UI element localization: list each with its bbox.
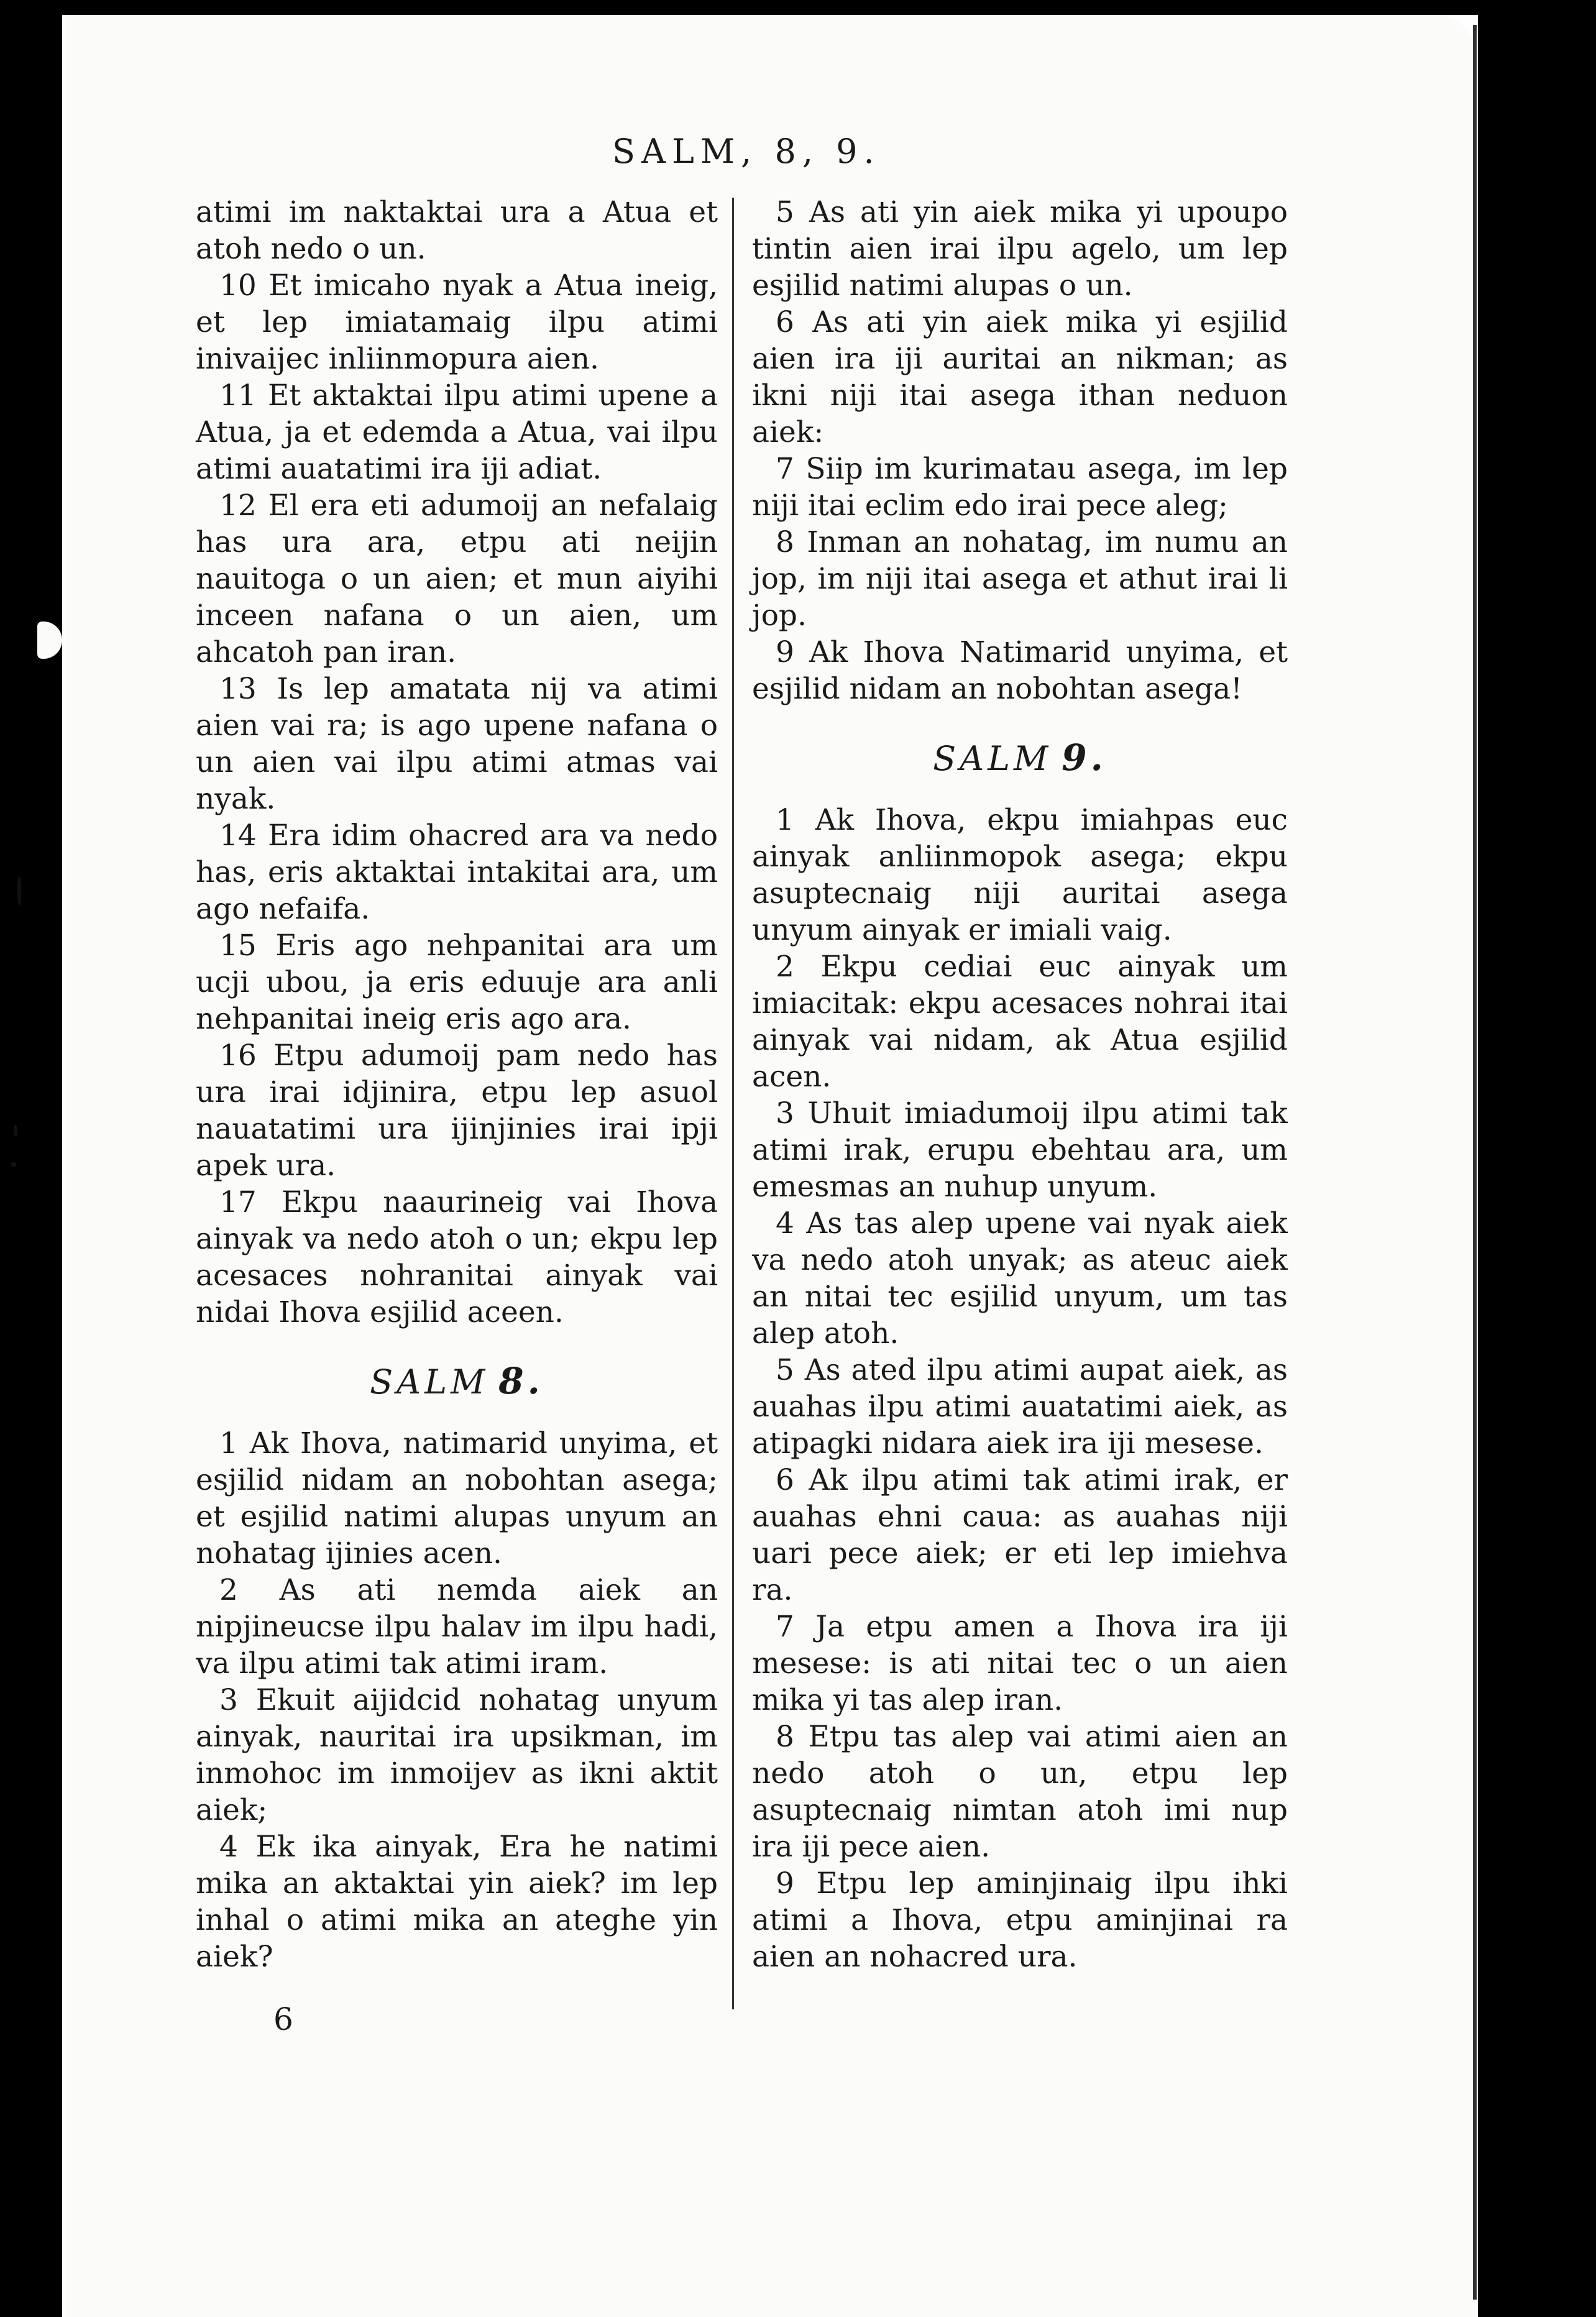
section-heading-salm-9	[752, 736, 1288, 779]
verse: 2 As ati nemda aiek an nipjineucse ilpu halav im ilpu hadi, va ilpu atimi tak atimi iram.	[196, 1573, 718, 1681]
section-heading-salm-8	[196, 1360, 718, 1402]
verse: 8 Inman an nohatag, im numu an jop, im niji itai asega et athut irai li jop.	[752, 525, 1288, 633]
section-heading-title: SALM	[370, 1362, 489, 1402]
verse: 9 Ak Ihova Natimarid unyima, et esjilid nidam an nobohtan asega!	[752, 635, 1288, 706]
verse: 14 Era idim ohacred ara va nedo has, eris aktaktai intakitai ara, um ago nefaifa.	[196, 819, 718, 926]
verse: 3 Ekuit aijidcid nohatag unyum ainyak, nauritai ira upsikman, im inmohoc im inmoijev as ikni aktit aiek;	[196, 1683, 718, 1827]
verse: 6 As ati yin aiek mika yi esjilid aien ira iji auritai an nikman; as ikni niji itai asega ithan neduon aiek:	[752, 305, 1288, 449]
section-heading-number: 8.	[498, 1360, 544, 1402]
verse: 3 Uhuit imiadumoij ilpu atimi tak atimi irak, erupu ebehtau ara, um emesmas an nuhup unyum.	[752, 1096, 1288, 1204]
verse: 10 Et imicaho nyak a Atua ineig, et lep imiatamaig ilpu atimi inivaijec inliinmopura aien.	[196, 268, 718, 376]
scan-border-left	[0, 0, 62, 2317]
scan-border-right	[1478, 0, 1596, 2317]
verse: 17 Ekpu naaurineig vai Ihova ainyak va nedo atoh o un; ekpu lep acesaces nohranitai ainyak vai nidai Ihova esjilid aceen.	[196, 1185, 718, 1329]
verse: atimi im naktaktai ura a Atua et atoh nedo o un.	[196, 195, 718, 266]
section-heading-title: SALM	[933, 739, 1052, 778]
verse: 2 Ekpu cediai euc ainyak um imiacitak: ekpu acesaces nohrai itai ainyak vai nidam, ak Atua esjilid acen.	[752, 950, 1288, 1094]
verse: 9 Etpu lep aminjinaig ilpu ihki atimi a Ihova, etpu aminjinai ra aien an nohacred ura.	[752, 1866, 1288, 1974]
margin-mark	[11, 1162, 16, 1167]
verse: 16 Etpu adumoij pam nedo has ura irai idjinira, etpu lep asuol nauatatimi ura ijinjinies irai ipji apek ura.	[196, 1039, 718, 1183]
margin-mark	[14, 1125, 17, 1136]
right-column	[752, 194, 1288, 1975]
verse: 7 Siip im kurimatau asega, im lep niji itai eclim edo irai pece aleg;	[752, 452, 1288, 523]
verse: 13 Is lep amatata nij va atimi aien vai ra; is ago upene nafana o un aien vai ilpu atimi atmas vai nyak.	[196, 672, 718, 816]
verse: 8 Etpu tas alep vai atimi aien an nedo atoh o un, etpu lep asuptecnaig nimtan atoh imi nup ira iji pece aien.	[752, 1720, 1288, 1864]
page-header: SALM, 8, 9.	[612, 132, 881, 171]
column-divider	[732, 198, 734, 2009]
left-column	[196, 194, 718, 1975]
verse: 12 El era eti adumoij an nefalaig has ura ara, etpu ati neijin nauitoga o un aien; et mun aiyihi inceen nafana o un aien, um ahcatoh pan iran.	[196, 489, 718, 669]
page-number: 6	[273, 2001, 293, 2037]
section-heading-number: 9.	[1062, 736, 1107, 779]
verse: 7 Ja etpu amen a Ihova ira iji mesese: is ati nitai tec o un aien mika yi tas alep iran.	[752, 1610, 1288, 1717]
verse: 5 As ated ilpu atimi aupat aiek, as auahas ilpu atimi auatatimi aiek, as atipagki nidara aiek ira iji mesese.	[752, 1353, 1288, 1461]
verse: 1 Ak Ihova, natimarid unyima, et esjilid nidam an nobohtan asega; et esjilid natimi alupas unyum an nohatag ijinies acen.	[196, 1426, 718, 1571]
verse: 4 As tas alep upene vai nyak aiek va nedo atoh unyak; as ateuc aiek an nitai tec esjilid unyum, um tas alep atoh.	[752, 1206, 1288, 1351]
margin-mark	[17, 876, 21, 905]
verse: 5 As ati yin aiek mika yi upoupo tintin aien irai ilpu agelo, um lep esjilid natimi alupas o un.	[752, 195, 1288, 303]
scan-border-top	[0, 0, 1596, 15]
verse: 15 Eris ago nehpanitai ara um ucji ubou, ja eris eduuje ara anli nehpanitai ineig eris ago ara.	[196, 929, 718, 1036]
verse: 11 Et aktaktai ilpu atimi upene a Atua, ja et edemda a Atua, vai ilpu atimi auatatimi ira iji adiat.	[196, 379, 718, 486]
verse: 1 Ak Ihova, ekpu imiahpas euc ainyak anliinmopok asega; ekpu asuptecnaig niji auritai asega unyum ainyak er imiali vaig.	[752, 803, 1288, 947]
page-edge-line	[1473, 25, 1477, 2300]
verse: 6 Ak ilpu atimi tak atimi irak, er auahas ehni caua: as auahas niji uari pece aiek; er eti lep imiehva ra.	[752, 1463, 1288, 1607]
verse: 4 Ek ika ainyak, Era he natimi mika an aktaktai yin aiek? im lep inhal o atimi mika an ateghe yin aiek?	[196, 1830, 718, 1974]
